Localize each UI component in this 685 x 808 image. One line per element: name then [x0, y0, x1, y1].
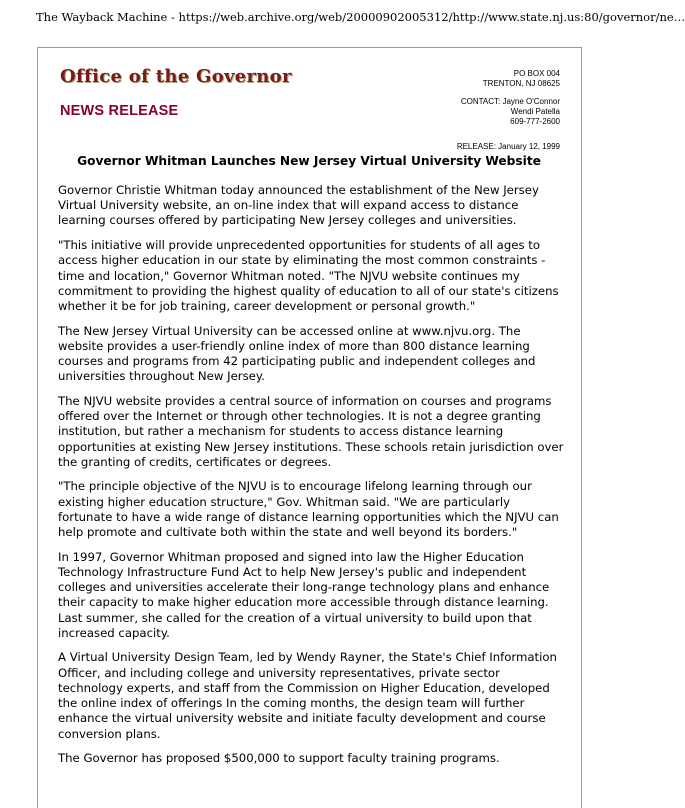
- contact-line: CONTACT: Jayne O'Connor: [460, 97, 560, 106]
- news-release-label: NEWS RELEASE: [60, 103, 179, 119]
- contact-block: [457, 69, 560, 152]
- paragraph: The NJVU website provides a central source of information on courses and programs offered over the Internet or through other technologies. It is not a degree granting institution, but rather a mechanism for students to access distance learning opportunities at existing New Jersey institutions. These schools retain jurisdiction over the granting of credits, certificates or degrees.: [58, 393, 564, 469]
- letterhead: [60, 66, 292, 119]
- paragraph: The Governor has proposed $500,000 to support faculty training programs.: [58, 751, 500, 766]
- headline: Governor Whitman Launches New Jersey Virtual University Website: [77, 154, 541, 168]
- address-line: PO BOX 004: [513, 69, 560, 78]
- paragraph: Governor Christie Whitman today announced the establishment of the New Jersey Virtual University website, an on-line index that will expand access to distance learning courses offered by participating New Jersey colleges and universities.: [58, 183, 539, 228]
- contact-line: Wendi Patella: [510, 107, 560, 116]
- paragraph: A Virtual University Design Team, led by Wendy Rayner, the State's Chief Information Officer, and including college and university representatives, private sector technology experts, and staff from the Commission on Higher Education, developed the online index of offerings In the coming months, the design team will further enhance the virtual university website and initiate faculty development and course conversion plans.: [58, 650, 557, 741]
- article-body: [58, 183, 566, 776]
- paragraph: "This initiative will provide unprecedented opportunities for students of all ages to access higher education in our state by eliminating the most common constraints - time and location," Governor Whitman noted. "The NJVU website continues my commitment to providing the highest quality of education to all of our state's citizens whether it be for job training, career development or personal growth.": [58, 238, 559, 313]
- paragraph: In 1997, Governor Whitman proposed and signed into law the Higher Education Technology Infrastructure Fund Act to help New Jersey's public and independent colleges and universities accelerate their long-range technology plans and enhance their capacity to make higher education more accessible through distance learning. Last summer, she called for the creation of a virtual university to build upon that increased capacity.: [58, 549, 550, 640]
- release-date: RELEASE: January 12, 1999: [456, 142, 560, 151]
- browser-title: The Wayback Machine - https://web.archive.org/web/20000902005312/http://www.state.nj.us:80/governor/ne…: [36, 10, 685, 24]
- paragraph: The New Jersey Virtual University can be accessed online at www.njvu.org. The website provides a user-friendly online index of more than 800 distance learning courses and programs from 42 participating public and independent colleges and universities throughout New Jersey.: [58, 323, 536, 384]
- paragraph: "The principle objective of the NJVU is to encourage lifelong learning through our existing higher education structure," Gov. Whitman said. "We are particularly fortunate to have a wide range of distance learning opportunities which the NJVU can help promote and cultivate both within the state and well beyond its borders.": [58, 479, 559, 540]
- address-line: TRENTON, NJ 08625: [482, 79, 560, 88]
- office-title: Office of the Governor: [60, 66, 292, 87]
- contact-phone: 609-777-2600: [510, 117, 560, 126]
